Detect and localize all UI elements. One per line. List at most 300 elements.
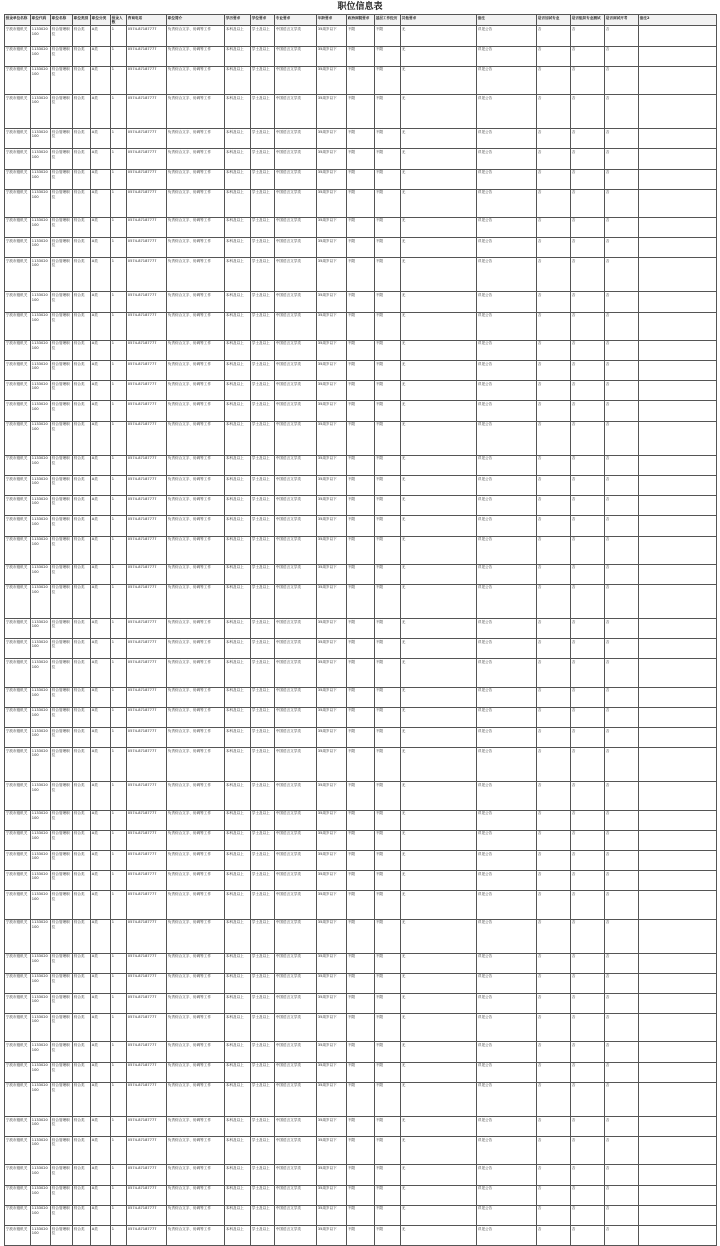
table-cell: 不限 — [375, 850, 401, 870]
table-cell: A类 — [91, 455, 111, 475]
table-cell: 否 — [537, 26, 571, 46]
table-cell: 1133020100 — [31, 94, 51, 128]
table-cell: 1133020100 — [31, 292, 51, 312]
table-row — [5, 850, 717, 870]
table-cell: A类 — [91, 1165, 111, 1185]
table-cell: 35周岁以下 — [317, 564, 347, 584]
table-cell: 1133020100 — [31, 1117, 51, 1137]
table-cell: 1133020100 — [31, 1205, 51, 1225]
table-row — [5, 312, 717, 340]
table-cell: 否 — [571, 619, 605, 639]
table-cell: 不限 — [347, 149, 375, 169]
column-header: 职位简介 — [167, 15, 225, 26]
table-cell: 综合类 — [73, 1205, 91, 1225]
table-cell: 宁波市级机关 — [5, 953, 31, 973]
table-cell: 负责综合文字、协调等工作 — [167, 953, 225, 973]
table-cell: 0574-87187777 — [127, 564, 167, 584]
table-cell: 35周岁以下 — [317, 1185, 347, 1205]
table-cell: 详见公告 — [477, 871, 537, 891]
table-cell: 综合类 — [73, 129, 91, 149]
table-cell: 否 — [537, 1225, 571, 1245]
table-cell: 综合类 — [73, 973, 91, 993]
table-cell: 35周岁以下 — [317, 421, 347, 455]
table-cell: 本科及以上 — [225, 1117, 251, 1137]
table-cell — [639, 782, 717, 810]
table-cell: 35周岁以下 — [317, 94, 347, 128]
table-cell: 宁波市级机关 — [5, 994, 31, 1014]
table-cell — [639, 169, 717, 189]
table-cell: 无 — [401, 475, 477, 495]
table-cell: 详见公告 — [477, 687, 537, 707]
table-cell: A类 — [91, 830, 111, 850]
table-cell: 不限 — [375, 217, 401, 237]
table-cell: 宁波市级机关 — [5, 536, 31, 564]
table-cell: 中国语言文学类 — [275, 810, 317, 830]
table-cell: 学士及以上 — [251, 994, 275, 1014]
table-cell: 综合类 — [73, 994, 91, 1014]
table-cell: 无 — [401, 639, 477, 659]
table-cell: 详见公告 — [477, 619, 537, 639]
table-cell: 35周岁以下 — [317, 782, 347, 810]
table-cell: 详见公告 — [477, 516, 537, 536]
table-cell: 不限 — [347, 46, 375, 66]
table-cell: 综合管理职位 — [51, 536, 73, 564]
table-cell: 不限 — [375, 564, 401, 584]
table-cell: 不限 — [347, 782, 375, 810]
table-cell: 不限 — [347, 1205, 375, 1225]
table-cell: 否 — [537, 994, 571, 1014]
column-header: 是否面试开考 — [605, 15, 639, 26]
job-table — [4, 14, 717, 1246]
table-cell: 否 — [537, 1205, 571, 1225]
table-cell: 不限 — [347, 26, 375, 46]
table-cell — [639, 748, 717, 782]
table-cell: 宁波市级机关 — [5, 728, 31, 748]
table-cell: A类 — [91, 1082, 111, 1116]
table-cell: 无 — [401, 659, 477, 687]
table-cell: 1 — [111, 361, 127, 381]
table-cell: 综合管理职位 — [51, 810, 73, 830]
table-cell: 35周岁以下 — [317, 26, 347, 46]
table-cell: 否 — [605, 810, 639, 830]
table-cell: 无 — [401, 149, 477, 169]
table-cell: 中国语言文学类 — [275, 46, 317, 66]
table-cell: 中国语言文学类 — [275, 707, 317, 727]
table-cell: 中国语言文学类 — [275, 129, 317, 149]
table-cell: 否 — [571, 850, 605, 870]
table-cell: 不限 — [347, 361, 375, 381]
table-cell: 宁波市级机关 — [5, 919, 31, 953]
table-cell — [639, 496, 717, 516]
table-row — [5, 953, 717, 973]
table-cell: 本科及以上 — [225, 953, 251, 973]
table-row — [5, 1062, 717, 1082]
column-header: 招录人数 — [111, 15, 127, 26]
table-cell: 1 — [111, 782, 127, 810]
table-cell: 综合管理职位 — [51, 748, 73, 782]
table-cell: 否 — [605, 1137, 639, 1165]
table-cell: 中国语言文学类 — [275, 26, 317, 46]
table-cell: 综合管理职位 — [51, 1137, 73, 1165]
table-cell: 中国语言文学类 — [275, 584, 317, 618]
table-cell: 1 — [111, 381, 127, 401]
table-cell: 学士及以上 — [251, 149, 275, 169]
table-cell: 1133020100 — [31, 1062, 51, 1082]
table-cell: 负责综合文字、协调等工作 — [167, 564, 225, 584]
table-cell — [639, 659, 717, 687]
table-cell: 否 — [571, 891, 605, 919]
table-cell — [639, 340, 717, 360]
column-header: 学位要求 — [251, 15, 275, 26]
table-cell: 否 — [605, 238, 639, 258]
table-cell: 综合类 — [73, 421, 91, 455]
table-cell: 1133020100 — [31, 830, 51, 850]
table-cell: 否 — [537, 149, 571, 169]
table-cell: 否 — [605, 919, 639, 953]
table-cell: 无 — [401, 850, 477, 870]
table-cell: 否 — [605, 1117, 639, 1137]
table-cell: 0574-87187777 — [127, 1117, 167, 1137]
table-cell: 宁波市级机关 — [5, 1082, 31, 1116]
table-cell: 否 — [605, 871, 639, 891]
table-cell: 综合管理职位 — [51, 455, 73, 475]
table-cell: 学士及以上 — [251, 258, 275, 292]
table-cell: 0574-87187777 — [127, 66, 167, 94]
table-cell: 详见公告 — [477, 401, 537, 421]
table-cell: 负责综合文字、协调等工作 — [167, 258, 225, 292]
table-cell: 0574-87187777 — [127, 46, 167, 66]
table-cell: 综合管理职位 — [51, 659, 73, 687]
table-cell: 0574-87187777 — [127, 475, 167, 495]
table-cell: 35周岁以下 — [317, 381, 347, 401]
table-cell: 负责综合文字、协调等工作 — [167, 292, 225, 312]
table-cell: 1 — [111, 687, 127, 707]
table-cell: 不限 — [375, 421, 401, 455]
table-cell: 无 — [401, 1082, 477, 1116]
table-cell: 否 — [537, 1117, 571, 1137]
table-cell: 中国语言文学类 — [275, 564, 317, 584]
table-cell: 0574-87187777 — [127, 728, 167, 748]
column-header: 职位类别 — [73, 15, 91, 26]
table-cell: 综合类 — [73, 810, 91, 830]
table-cell: 本科及以上 — [225, 1137, 251, 1165]
table-cell: 否 — [571, 217, 605, 237]
table-cell: 0574-87187777 — [127, 1042, 167, 1062]
table-cell: 0574-87187777 — [127, 1165, 167, 1185]
table-cell: 详见公告 — [477, 830, 537, 850]
table-cell: 否 — [605, 619, 639, 639]
table-body — [5, 26, 717, 1246]
table-cell: 不限 — [347, 1117, 375, 1137]
table-cell: 学士及以上 — [251, 1225, 275, 1245]
table-cell: 不限 — [375, 1014, 401, 1042]
table-cell: A类 — [91, 66, 111, 94]
table-cell: 否 — [605, 1062, 639, 1082]
table-cell: 否 — [571, 953, 605, 973]
table-cell: 详见公告 — [477, 728, 537, 748]
table-cell: 不限 — [375, 169, 401, 189]
table-cell: 不限 — [347, 1042, 375, 1062]
table-cell: 1133020100 — [31, 238, 51, 258]
table-cell: 无 — [401, 401, 477, 421]
table-cell: A类 — [91, 1062, 111, 1082]
table-cell: 不限 — [347, 1137, 375, 1165]
table-cell: 1 — [111, 217, 127, 237]
table-cell: 中国语言文学类 — [275, 455, 317, 475]
table-cell: 宁波市级机关 — [5, 381, 31, 401]
table-cell: 1 — [111, 516, 127, 536]
table-cell: 1133020100 — [31, 312, 51, 340]
table-cell: 宁波市级机关 — [5, 292, 31, 312]
table-cell — [639, 1042, 717, 1062]
table-cell: A类 — [91, 659, 111, 687]
table-cell: 0574-87187777 — [127, 659, 167, 687]
table-cell: 详见公告 — [477, 1042, 537, 1062]
table-cell: 不限 — [347, 619, 375, 639]
table-cell: 不限 — [347, 871, 375, 891]
table-cell: 综合类 — [73, 217, 91, 237]
table-cell: 综合管理职位 — [51, 1225, 73, 1245]
table-cell: 综合类 — [73, 619, 91, 639]
table-cell: 综合类 — [73, 292, 91, 312]
table-cell: 负责综合文字、协调等工作 — [167, 455, 225, 475]
table-cell: 35周岁以下 — [317, 973, 347, 993]
table-cell: 无 — [401, 1042, 477, 1062]
table-cell: 1133020100 — [31, 728, 51, 748]
table-cell: 35周岁以下 — [317, 1014, 347, 1042]
table-cell: 不限 — [347, 850, 375, 870]
table-cell: 不限 — [347, 189, 375, 217]
table-cell: A类 — [91, 1185, 111, 1205]
table-cell: 否 — [571, 919, 605, 953]
table-cell: 无 — [401, 189, 477, 217]
table-cell: A类 — [91, 94, 111, 128]
table-row — [5, 1082, 717, 1116]
table-row — [5, 891, 717, 919]
table-cell: 否 — [605, 973, 639, 993]
table-cell: 学士及以上 — [251, 516, 275, 536]
table-cell: 0574-87187777 — [127, 639, 167, 659]
table-cell: 0574-87187777 — [127, 919, 167, 953]
table-cell: 0574-87187777 — [127, 810, 167, 830]
table-cell: 否 — [571, 66, 605, 94]
table-cell: 不限 — [347, 66, 375, 94]
table-cell: 中国语言文学类 — [275, 292, 317, 312]
table-row — [5, 973, 717, 993]
table-cell: 否 — [605, 361, 639, 381]
table-cell: 0574-87187777 — [127, 536, 167, 564]
table-cell: 负责综合文字、协调等工作 — [167, 217, 225, 237]
table-cell: 本科及以上 — [225, 850, 251, 870]
table-cell: 否 — [571, 1165, 605, 1185]
table-cell: 1133020100 — [31, 1225, 51, 1245]
table-cell: 1 — [111, 26, 127, 46]
table-cell: 负责综合文字、协调等工作 — [167, 850, 225, 870]
table-cell: 宁波市级机关 — [5, 1117, 31, 1137]
table-cell — [639, 1117, 717, 1137]
table-cell: 中国语言文学类 — [275, 919, 317, 953]
table-cell: 否 — [537, 659, 571, 687]
table-cell: 不限 — [347, 994, 375, 1014]
table-cell: 学士及以上 — [251, 1062, 275, 1082]
table-cell: 1 — [111, 46, 127, 66]
table-cell: 1133020100 — [31, 129, 51, 149]
table-cell: 综合类 — [73, 871, 91, 891]
table-cell: 宁波市级机关 — [5, 659, 31, 687]
table-cell: 0574-87187777 — [127, 217, 167, 237]
table-cell: 0574-87187777 — [127, 258, 167, 292]
table-cell: 无 — [401, 292, 477, 312]
table-cell: 学士及以上 — [251, 496, 275, 516]
table-cell: 学士及以上 — [251, 340, 275, 360]
table-row — [5, 728, 717, 748]
table-cell: 否 — [537, 1014, 571, 1042]
table-cell: A类 — [91, 149, 111, 169]
table-cell: 无 — [401, 455, 477, 475]
column-header: 职位名称 — [51, 15, 73, 26]
table-cell: 35周岁以下 — [317, 810, 347, 830]
table-cell: 35周岁以下 — [317, 312, 347, 340]
table-cell: 否 — [605, 496, 639, 516]
table-cell: 0574-87187777 — [127, 516, 167, 536]
table-cell: 不限 — [375, 238, 401, 258]
table-cell: 宁波市级机关 — [5, 26, 31, 46]
table-cell: 1 — [111, 258, 127, 292]
table-cell: 学士及以上 — [251, 94, 275, 128]
table-cell: 不限 — [347, 1014, 375, 1042]
table-cell: 0574-87187777 — [127, 1062, 167, 1082]
table-cell: 宁波市级机关 — [5, 707, 31, 727]
table-cell: 否 — [537, 1062, 571, 1082]
table-cell: 综合类 — [73, 455, 91, 475]
table-cell: 1133020100 — [31, 496, 51, 516]
table-cell: 0574-87187777 — [127, 169, 167, 189]
table-cell: 学士及以上 — [251, 707, 275, 727]
table-cell: 无 — [401, 46, 477, 66]
table-cell: 不限 — [347, 340, 375, 360]
table-cell: 不限 — [375, 516, 401, 536]
table-cell: 负责综合文字、协调等工作 — [167, 1062, 225, 1082]
table-cell: 宁波市级机关 — [5, 850, 31, 870]
table-cell: 中国语言文学类 — [275, 475, 317, 495]
table-cell: 无 — [401, 994, 477, 1014]
table-cell: 本科及以上 — [225, 129, 251, 149]
table-cell: 详见公告 — [477, 953, 537, 973]
table-cell: 无 — [401, 536, 477, 564]
table-cell: 综合管理职位 — [51, 129, 73, 149]
table-cell: 详见公告 — [477, 66, 537, 94]
table-cell: 综合管理职位 — [51, 850, 73, 870]
table-cell: 不限 — [375, 659, 401, 687]
table-cell: 否 — [571, 536, 605, 564]
table-cell: 0574-87187777 — [127, 748, 167, 782]
table-cell: 否 — [571, 516, 605, 536]
table-cell: 中国语言文学类 — [275, 94, 317, 128]
table-cell: 1 — [111, 149, 127, 169]
table-cell: 否 — [571, 475, 605, 495]
table-cell: 1133020100 — [31, 149, 51, 169]
table-cell: 宁波市级机关 — [5, 94, 31, 128]
table-cell: 否 — [537, 66, 571, 94]
table-cell: 1 — [111, 536, 127, 564]
table-cell: 无 — [401, 687, 477, 707]
table-cell: 负责综合文字、协调等工作 — [167, 659, 225, 687]
table-cell: 不限 — [347, 1225, 375, 1245]
table-cell: 否 — [605, 953, 639, 973]
table-cell: 中国语言文学类 — [275, 659, 317, 687]
table-cell: 否 — [571, 707, 605, 727]
table-cell: 1 — [111, 994, 127, 1014]
table-cell: 0574-87187777 — [127, 496, 167, 516]
column-header: 是否组织专业测试 — [571, 15, 605, 26]
table-cell: 不限 — [347, 258, 375, 292]
table-cell: 详见公告 — [477, 782, 537, 810]
table-cell: 不限 — [347, 973, 375, 993]
table-cell: A类 — [91, 516, 111, 536]
table-cell: 否 — [537, 189, 571, 217]
table-cell: 1 — [111, 1165, 127, 1185]
table-cell — [639, 238, 717, 258]
table-cell: 35周岁以下 — [317, 292, 347, 312]
table-cell: 本科及以上 — [225, 564, 251, 584]
table-cell: 宁波市级机关 — [5, 516, 31, 536]
table-cell: 否 — [605, 66, 639, 94]
table-cell: 学士及以上 — [251, 536, 275, 564]
table-cell — [639, 850, 717, 870]
table-cell: 无 — [401, 94, 477, 128]
table-cell: 不限 — [347, 584, 375, 618]
table-cell: 否 — [605, 189, 639, 217]
table-cell: 学士及以上 — [251, 850, 275, 870]
table-cell: 0574-87187777 — [127, 782, 167, 810]
table-cell: 详见公告 — [477, 26, 537, 46]
table-cell: 宁波市级机关 — [5, 871, 31, 891]
table-cell: 1133020100 — [31, 994, 51, 1014]
table-cell: 负责综合文字、协调等工作 — [167, 810, 225, 830]
table-cell: 0574-87187777 — [127, 687, 167, 707]
table-cell: 否 — [571, 1014, 605, 1042]
table-cell: 学士及以上 — [251, 639, 275, 659]
table-cell: 否 — [537, 340, 571, 360]
table-cell: 35周岁以下 — [317, 748, 347, 782]
table-cell: 否 — [605, 748, 639, 782]
table-cell: 中国语言文学类 — [275, 953, 317, 973]
table-cell: 综合类 — [73, 516, 91, 536]
table-cell: 负责综合文字、协调等工作 — [167, 1117, 225, 1137]
table-cell — [639, 1014, 717, 1042]
table-cell: 宁波市级机关 — [5, 217, 31, 237]
table-cell: 本科及以上 — [225, 26, 251, 46]
table-cell: 综合管理职位 — [51, 782, 73, 810]
table-cell — [639, 1137, 717, 1165]
table-cell: 否 — [605, 94, 639, 128]
table-cell: A类 — [91, 639, 111, 659]
table-cell: 无 — [401, 26, 477, 46]
table-cell: 学士及以上 — [251, 564, 275, 584]
table-row — [5, 748, 717, 782]
table-cell — [639, 1082, 717, 1116]
table-cell: 学士及以上 — [251, 189, 275, 217]
table-cell: 否 — [605, 26, 639, 46]
table-cell: 1 — [111, 1205, 127, 1225]
table-cell: 35周岁以下 — [317, 401, 347, 421]
table-row — [5, 26, 717, 46]
table-cell: 综合类 — [73, 687, 91, 707]
table-cell: 无 — [401, 584, 477, 618]
table-cell: 负责综合文字、协调等工作 — [167, 129, 225, 149]
table-cell: 1 — [111, 340, 127, 360]
table-cell: 不限 — [375, 26, 401, 46]
